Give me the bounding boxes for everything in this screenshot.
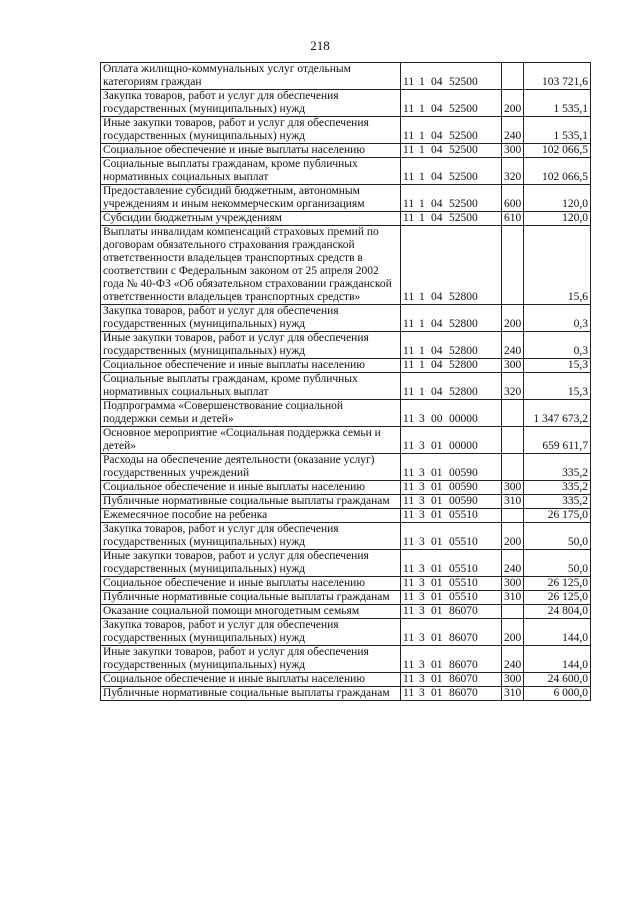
row-amount: 144,0 — [524, 619, 591, 646]
code-part-c3: 04 — [431, 76, 443, 88]
row-code — [401, 619, 502, 646]
table-row — [101, 646, 591, 673]
code-part-c2: 3 — [419, 413, 425, 425]
table-row — [101, 226, 591, 305]
table-row — [101, 619, 591, 646]
code-part-c1: 11 — [403, 212, 415, 224]
row-amount: 144,0 — [524, 646, 591, 673]
code-part-c2: 1 — [419, 345, 425, 357]
code-part-c4: 52800 — [449, 386, 478, 398]
row-amount: 26 125,0 — [524, 591, 591, 605]
code-part-c3: 01 — [431, 687, 443, 699]
table-row — [101, 673, 591, 687]
table-row — [101, 90, 591, 117]
row-amount: 24 600,0 — [524, 673, 591, 687]
row-expense-type — [502, 400, 524, 427]
code-part-c3: 01 — [431, 536, 443, 548]
table-row — [101, 332, 591, 359]
row-amount: 1 535,1 — [524, 117, 591, 144]
row-code — [401, 332, 502, 359]
code-part-c3: 01 — [431, 632, 443, 644]
row-name: Расходы на обеспечение деятельности (оказание услуг) государственных учреждений — [101, 454, 401, 481]
row-amount: 15,6 — [524, 226, 591, 305]
row-code — [401, 646, 502, 673]
row-code — [401, 144, 502, 158]
table-row — [101, 359, 591, 373]
code-part-c2: 3 — [419, 591, 425, 603]
row-amount: 15,3 — [524, 359, 591, 373]
row-name: Иные закупки товаров, работ и услуг для обеспечения государственных (муниципальных) нужд — [101, 646, 401, 673]
code-part-c3: 01 — [431, 605, 443, 617]
code-part-c2: 1 — [419, 359, 425, 371]
row-amount: 24 804,0 — [524, 605, 591, 619]
row-expense-type — [502, 226, 524, 305]
row-expense-type: 300 — [502, 673, 524, 687]
row-amount: 50,0 — [524, 550, 591, 577]
code-part-c4: 00000 — [449, 413, 478, 425]
row-expense-type — [502, 509, 524, 523]
code-part-c2: 3 — [419, 440, 425, 452]
row-expense-type: 300 — [502, 577, 524, 591]
row-name: Публичные нормативные социальные выплаты гражданам — [101, 495, 401, 509]
code-part-c1: 11 — [403, 673, 415, 685]
table-row — [101, 523, 591, 550]
code-part-c3: 01 — [431, 577, 443, 589]
code-part-c4: 52500 — [449, 198, 478, 210]
code-part-c2: 3 — [419, 536, 425, 548]
code-part-c2: 1 — [419, 291, 425, 303]
code-part-c3: 01 — [431, 440, 443, 452]
code-part-c2: 3 — [419, 495, 425, 507]
code-part-c4: 05510 — [449, 591, 478, 603]
row-expense-type: 600 — [502, 185, 524, 212]
table-row — [101, 481, 591, 495]
row-expense-type — [502, 605, 524, 619]
code-part-c1: 11 — [403, 345, 415, 357]
code-part-c4: 86070 — [449, 673, 478, 685]
budget-table-body — [101, 63, 591, 701]
code-part-c1: 11 — [403, 386, 415, 398]
code-part-c1: 11 — [403, 130, 415, 142]
row-code — [401, 359, 502, 373]
row-name: Выплаты инвалидам компенсаций страховых премий по договорам обязательного страхования гражданской ответственности владельцев транспортных средств в соответствии с Федеральным законом от 25 апреля 2002 года № 40-ФЗ «Об обязательном страховании гражданской ответственности владельцев транспортных средств» — [101, 226, 401, 305]
row-name: Предоставление субсидий бюджетным, автономным учреждениям и иным некоммерческим организациям — [101, 185, 401, 212]
code-part-c1: 11 — [403, 536, 415, 548]
row-expense-type — [502, 454, 524, 481]
table-row — [101, 373, 591, 400]
row-code — [401, 212, 502, 226]
code-part-c4: 52800 — [449, 345, 478, 357]
budget-table — [100, 62, 591, 701]
row-amount: 335,2 — [524, 495, 591, 509]
row-name: Социальное обеспечение и иные выплаты населению — [101, 673, 401, 687]
code-part-c4: 52800 — [449, 318, 478, 330]
code-part-c1: 11 — [403, 495, 415, 507]
table-row — [101, 144, 591, 158]
row-code — [401, 687, 502, 701]
row-expense-type: 310 — [502, 495, 524, 509]
code-part-c4: 52500 — [449, 76, 478, 88]
row-code — [401, 373, 502, 400]
row-name: Иные закупки товаров, работ и услуг для обеспечения государственных (муниципальных) нужд — [101, 332, 401, 359]
code-part-c1: 11 — [403, 467, 415, 479]
row-name: Оплата жилищно-коммунальных услуг отдельным категориям граждан — [101, 63, 401, 90]
code-part-c1: 11 — [403, 171, 415, 183]
code-part-c4: 52800 — [449, 359, 478, 371]
code-part-c3: 01 — [431, 467, 443, 479]
code-part-c3: 00 — [431, 413, 443, 425]
row-name: Социальное обеспечение и иные выплаты населению — [101, 577, 401, 591]
row-code — [401, 577, 502, 591]
row-amount: 335,2 — [524, 481, 591, 495]
row-expense-type — [502, 427, 524, 454]
table-row — [101, 591, 591, 605]
row-code — [401, 305, 502, 332]
code-part-c2: 1 — [419, 198, 425, 210]
table-row — [101, 185, 591, 212]
table-row — [101, 495, 591, 509]
code-part-c3: 04 — [431, 144, 443, 156]
row-code — [401, 481, 502, 495]
row-expense-type: 310 — [502, 687, 524, 701]
row-name: Публичные нормативные социальные выплаты гражданам — [101, 591, 401, 605]
code-part-c1: 11 — [403, 563, 415, 575]
code-part-c1: 11 — [403, 291, 415, 303]
code-part-c2: 1 — [419, 103, 425, 115]
code-part-c3: 04 — [431, 345, 443, 357]
row-code — [401, 63, 502, 90]
row-expense-type — [502, 63, 524, 90]
code-part-c2: 1 — [419, 171, 425, 183]
code-part-c4: 52500 — [449, 103, 478, 115]
code-part-c1: 11 — [403, 359, 415, 371]
code-part-c2: 1 — [419, 212, 425, 224]
table-row — [101, 687, 591, 701]
table-row — [101, 212, 591, 226]
code-part-c4: 52800 — [449, 291, 478, 303]
row-code — [401, 400, 502, 427]
code-part-c4: 05510 — [449, 577, 478, 589]
row-amount: 6 000,0 — [524, 687, 591, 701]
code-part-c2: 1 — [419, 130, 425, 142]
code-part-c2: 3 — [419, 481, 425, 493]
row-name: Подпрограмма «Совершенствование социальной поддержки семьи и детей» — [101, 400, 401, 427]
row-name: Социальное обеспечение и иные выплаты населению — [101, 481, 401, 495]
row-amount: 120,0 — [524, 185, 591, 212]
code-part-c1: 11 — [403, 413, 415, 425]
row-name: Оказание социальной помощи многодетным семьям — [101, 605, 401, 619]
row-amount: 103 721,6 — [524, 63, 591, 90]
row-name: Закупка товаров, работ и услуг для обеспечения государственных (муниципальных) нужд — [101, 90, 401, 117]
row-expense-type: 300 — [502, 144, 524, 158]
code-part-c1: 11 — [403, 687, 415, 699]
row-name: Иные закупки товаров, работ и услуг для обеспечения государственных (муниципальных) нужд — [101, 550, 401, 577]
row-amount: 1 535,1 — [524, 90, 591, 117]
table-row — [101, 454, 591, 481]
code-part-c4: 86070 — [449, 605, 478, 617]
row-name: Иные закупки товаров, работ и услуг для обеспечения государственных (муниципальных) нужд — [101, 117, 401, 144]
row-amount: 335,2 — [524, 454, 591, 481]
table-row — [101, 63, 591, 90]
code-part-c4: 86070 — [449, 659, 478, 671]
row-expense-type: 200 — [502, 90, 524, 117]
row-code — [401, 673, 502, 687]
row-expense-type: 240 — [502, 117, 524, 144]
row-code — [401, 158, 502, 185]
code-part-c4: 00000 — [449, 440, 478, 452]
code-part-c3: 04 — [431, 386, 443, 398]
row-name: Социальные выплаты гражданам, кроме публичных нормативных социальных выплат — [101, 158, 401, 185]
code-part-c1: 11 — [403, 591, 415, 603]
code-part-c3: 04 — [431, 318, 443, 330]
row-amount: 659 611,7 — [524, 427, 591, 454]
row-code — [401, 591, 502, 605]
code-part-c1: 11 — [403, 76, 415, 88]
row-expense-type: 200 — [502, 523, 524, 550]
row-name: Закупка товаров, работ и услуг для обеспечения государственных (муниципальных) нужд — [101, 523, 401, 550]
code-part-c4: 00590 — [449, 481, 478, 493]
table-row — [101, 605, 591, 619]
code-part-c1: 11 — [403, 632, 415, 644]
row-expense-type: 240 — [502, 332, 524, 359]
code-part-c1: 11 — [403, 577, 415, 589]
code-part-c3: 04 — [431, 198, 443, 210]
code-part-c1: 11 — [403, 440, 415, 452]
code-part-c2: 3 — [419, 509, 425, 521]
row-name: Социальное обеспечение и иные выплаты населению — [101, 359, 401, 373]
code-part-c4: 52500 — [449, 212, 478, 224]
code-part-c4: 52500 — [449, 130, 478, 142]
row-amount: 26 175,0 — [524, 509, 591, 523]
row-expense-type: 240 — [502, 646, 524, 673]
code-part-c1: 11 — [403, 318, 415, 330]
code-part-c3: 04 — [431, 291, 443, 303]
row-amount: 0,3 — [524, 305, 591, 332]
row-code — [401, 454, 502, 481]
row-amount: 1 347 673,2 — [524, 400, 591, 427]
row-amount: 26 125,0 — [524, 577, 591, 591]
code-part-c2: 1 — [419, 318, 425, 330]
row-name: Закупка товаров, работ и услуг для обеспечения государственных (муниципальных) нужд — [101, 619, 401, 646]
row-amount: 0,3 — [524, 332, 591, 359]
row-amount: 50,0 — [524, 523, 591, 550]
row-name: Закупка товаров, работ и услуг для обеспечения государственных (муниципальных) нужд — [101, 305, 401, 332]
code-part-c4: 00590 — [449, 495, 478, 507]
code-part-c2: 3 — [419, 577, 425, 589]
row-name: Ежемесячное пособие на ребенка — [101, 509, 401, 523]
row-code — [401, 550, 502, 577]
code-part-c2: 3 — [419, 467, 425, 479]
code-part-c1: 11 — [403, 605, 415, 617]
code-part-c3: 04 — [431, 171, 443, 183]
row-expense-type: 200 — [502, 619, 524, 646]
row-expense-type: 300 — [502, 481, 524, 495]
code-part-c4: 00590 — [449, 467, 478, 479]
code-part-c2: 1 — [419, 76, 425, 88]
code-part-c4: 05510 — [449, 536, 478, 548]
code-part-c1: 11 — [403, 659, 415, 671]
table-row — [101, 427, 591, 454]
row-amount: 102 066,5 — [524, 144, 591, 158]
row-name: Социальное обеспечение и иные выплаты населению — [101, 144, 401, 158]
code-part-c3: 04 — [431, 103, 443, 115]
code-part-c2: 3 — [419, 632, 425, 644]
code-part-c3: 01 — [431, 591, 443, 603]
code-part-c1: 11 — [403, 144, 415, 156]
row-expense-type: 320 — [502, 373, 524, 400]
row-name: Социальные выплаты гражданам, кроме публичных нормативных социальных выплат — [101, 373, 401, 400]
code-part-c2: 3 — [419, 687, 425, 699]
code-part-c1: 11 — [403, 481, 415, 493]
code-part-c2: 3 — [419, 673, 425, 685]
code-part-c1: 11 — [403, 509, 415, 521]
row-code — [401, 90, 502, 117]
code-part-c3: 01 — [431, 673, 443, 685]
row-expense-type: 320 — [502, 158, 524, 185]
row-code — [401, 226, 502, 305]
code-part-c3: 04 — [431, 359, 443, 371]
row-code — [401, 605, 502, 619]
row-expense-type: 200 — [502, 305, 524, 332]
table-row — [101, 550, 591, 577]
code-part-c3: 01 — [431, 509, 443, 521]
code-part-c4: 05510 — [449, 563, 478, 575]
code-part-c4: 86070 — [449, 687, 478, 699]
table-row — [101, 400, 591, 427]
row-code — [401, 495, 502, 509]
code-part-c2: 1 — [419, 386, 425, 398]
code-part-c2: 3 — [419, 659, 425, 671]
table-row — [101, 509, 591, 523]
code-part-c2: 3 — [419, 563, 425, 575]
row-name: Публичные нормативные социальные выплаты гражданам — [101, 687, 401, 701]
row-code — [401, 185, 502, 212]
row-expense-type: 240 — [502, 550, 524, 577]
code-part-c1: 11 — [403, 103, 415, 115]
code-part-c4: 52500 — [449, 171, 478, 183]
code-part-c3: 04 — [431, 212, 443, 224]
code-part-c2: 3 — [419, 605, 425, 617]
code-part-c3: 04 — [431, 130, 443, 142]
page-number: 218 — [310, 38, 330, 53]
code-part-c1: 11 — [403, 198, 415, 210]
code-part-c3: 01 — [431, 481, 443, 493]
code-part-c4: 05510 — [449, 509, 478, 521]
row-name: Субсидии бюджетным учреждениям — [101, 212, 401, 226]
row-code — [401, 427, 502, 454]
row-amount: 15,3 — [524, 373, 591, 400]
row-name: Основное мероприятие «Социальная поддержка семьи и детей» — [101, 427, 401, 454]
row-code — [401, 117, 502, 144]
row-amount: 120,0 — [524, 212, 591, 226]
code-part-c4: 86070 — [449, 632, 478, 644]
row-expense-type: 310 — [502, 591, 524, 605]
row-amount: 102 066,5 — [524, 158, 591, 185]
code-part-c2: 1 — [419, 144, 425, 156]
row-expense-type: 300 — [502, 359, 524, 373]
row-code — [401, 509, 502, 523]
code-part-c3: 01 — [431, 659, 443, 671]
table-row — [101, 158, 591, 185]
table-row — [101, 305, 591, 332]
row-code — [401, 523, 502, 550]
row-expense-type: 610 — [502, 212, 524, 226]
table-row — [101, 577, 591, 591]
code-part-c4: 52500 — [449, 144, 478, 156]
table-row — [101, 117, 591, 144]
code-part-c3: 01 — [431, 495, 443, 507]
code-part-c3: 01 — [431, 563, 443, 575]
